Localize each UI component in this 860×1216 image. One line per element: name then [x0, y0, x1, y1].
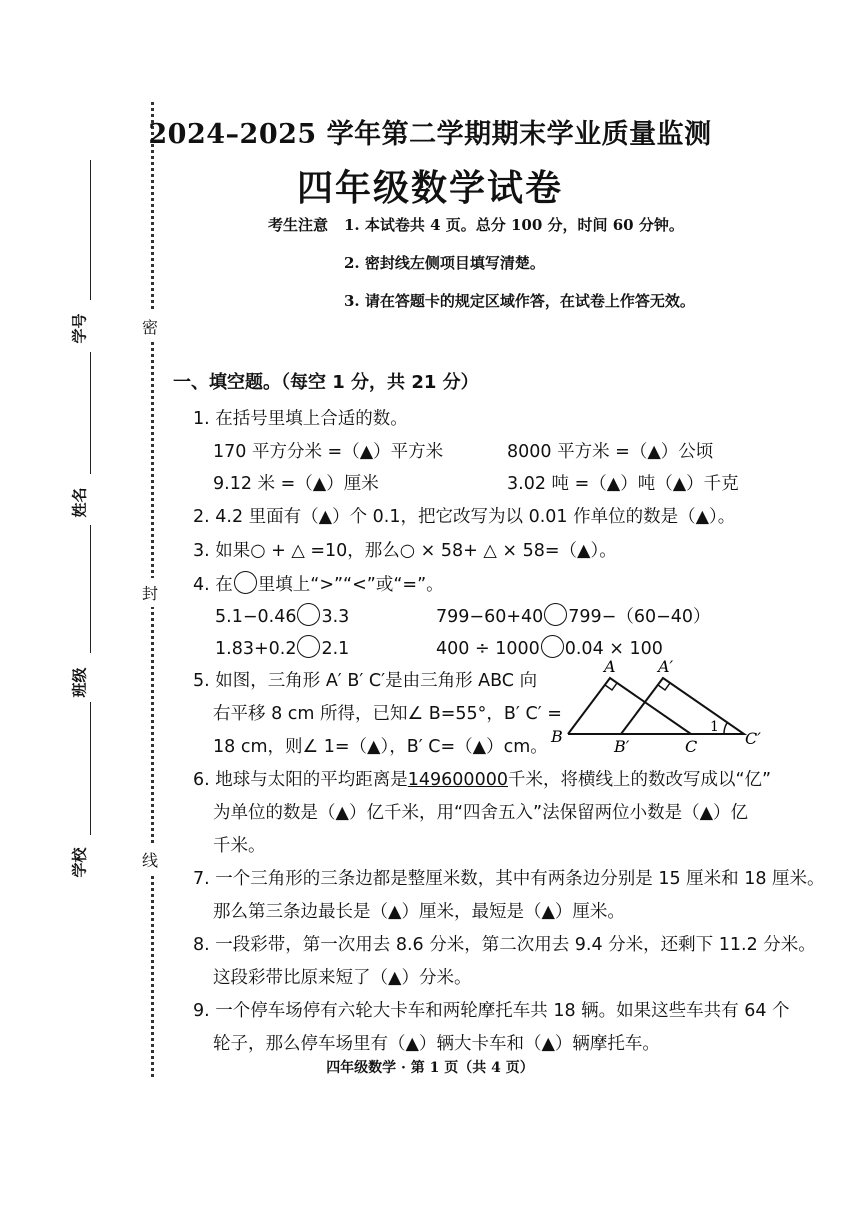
label-c2: C′ — [745, 729, 761, 748]
q6-pre: 6. 地球与太阳的平均距离是 — [193, 770, 408, 790]
q4-a-right: 3.3 — [321, 607, 350, 627]
name-label: 姓名 — [70, 487, 89, 518]
q5-line3: 18 cm，则∠ 1=（▲），B′ C=（▲）cm。 — [213, 737, 548, 757]
angle-1-arc — [724, 723, 727, 734]
note-3: 3. 请在答题卡的规定区域作答，在试卷上作答无效。 — [344, 292, 695, 310]
q4-b — [436, 603, 711, 628]
q4-stem — [193, 571, 444, 596]
exam-title: 2024–2025 学年第二学期期末学业质量监测 — [148, 119, 712, 150]
page-footer: 四年级数学 · 第 1 页（共 4 页） — [326, 1060, 534, 1076]
q4-b-left: 799−60+40 — [436, 607, 544, 627]
q4-a-left: 5.1−0.46 — [215, 607, 297, 627]
q4-a-circle[interactable] — [297, 603, 320, 626]
label-angle-1: 1 — [710, 719, 719, 735]
q4-c — [215, 635, 349, 659]
q6-line1 — [193, 766, 771, 791]
label-b2: B′ — [614, 737, 630, 754]
q4-b-right: 799−（60−40） — [568, 607, 711, 627]
q4-b-circle[interactable] — [544, 603, 567, 626]
q4-c-left: 1.83+0.2 — [215, 639, 297, 659]
label-c: C — [685, 737, 698, 754]
note-2: 2. 密封线左侧项目填写清楚。 — [344, 254, 545, 272]
class-label: 班级 — [70, 667, 89, 698]
q7-line1: 7. 一个三角形的三条边都是整厘米数，其中有两条边分别是 15 厘米和 18 厘米。 — [193, 869, 825, 889]
q5-line2: 右平移 8 cm 所得，已知∠ B=55°，B′ C′ = — [213, 704, 562, 724]
q6-number: 149600000 — [407, 770, 508, 790]
q1-c: 9.12 米 =（▲）厘米 — [213, 474, 379, 494]
q4-c-right: 2.1 — [321, 639, 350, 659]
q2: 2. 4.2 里面有（▲）个 0.1，把它改写为以 0.01 作单位的数是（▲）。 — [193, 507, 736, 527]
q4-d-right: 0.04 × 100 — [564, 639, 663, 659]
right-angle-a2 — [658, 683, 670, 690]
triangle-abc — [568, 678, 691, 734]
seal-char-mi: 密 — [142, 312, 158, 341]
q4-d-left: 400 ÷ 1000 — [436, 639, 540, 659]
q3: 3. 如果○ + △ =10，那么○ × 58+ △ × 58=（▲）。 — [193, 541, 617, 561]
seal-char-xian: 线 — [142, 845, 158, 874]
q6-post: 千米，将横线上的数改写成以“亿” — [507, 770, 772, 790]
seal-char-feng: 封 — [142, 578, 158, 607]
q8-line1: 8. 一段彩带，第一次用去 8.6 分米，第二次用去 9.4 分米，还剩下 11.2 分米。 — [193, 935, 816, 955]
q4-a — [215, 603, 349, 627]
q4-stem-pre: 4. 在 — [193, 575, 233, 595]
school-line[interactable] — [90, 702, 91, 835]
school-label: 学校 — [70, 847, 89, 878]
q5-line1: 5. 如图，三角形 A′ B′ C′是由三角形 ABC 向 — [193, 671, 538, 691]
label-a2: A′ — [658, 657, 674, 676]
notes-label: 考生注意 — [268, 216, 329, 234]
note-1: 1. 本试卷共 4 页。总分 100 分，时间 60 分钟。 — [344, 216, 684, 234]
label-b: B — [551, 727, 563, 746]
q9-line2: 轮子，那么停车场里有（▲）辆大卡车和（▲）辆摩托车。 — [213, 1034, 660, 1054]
q8-line2: 这段彩带比原来短了（▲）分米。 — [213, 968, 472, 988]
q1-d: 3.02 吨 =（▲）吨（▲）千克 — [507, 474, 739, 494]
exam-subtitle: 四年级数学试卷 — [296, 167, 563, 209]
student-id-label: 学号 — [70, 313, 89, 344]
q6-line3: 千米。 — [213, 836, 266, 856]
q4-c-circle[interactable] — [297, 635, 320, 658]
right-angle-a — [605, 683, 617, 690]
section-1-title: 一、填空题。（每空 1 分，共 21 分） — [173, 372, 479, 393]
class-line[interactable] — [90, 525, 91, 653]
q7-line2: 那么第三条边最长是（▲）厘米，最短是（▲）厘米。 — [213, 902, 625, 922]
name-line[interactable] — [90, 352, 91, 474]
q4-stem-post: 里填上“>”“<”或“=”。 — [257, 575, 444, 595]
label-a: A — [604, 657, 616, 676]
q6-line2: 为单位的数是（▲）亿千米，用“四舍五入”法保留两位小数是（▲）亿 — [213, 803, 749, 823]
q1-a: 170 平方分米 =（▲）平方米 — [213, 442, 444, 462]
q1-stem: 1. 在括号里填上合适的数。 — [193, 409, 408, 429]
q1-b: 8000 平方米 =（▲）公顷 — [507, 442, 714, 462]
translation-triangle-figure — [548, 656, 768, 754]
compare-circle — [234, 571, 257, 594]
q4-d-circle[interactable] — [541, 635, 564, 658]
q9-line1: 9. 一个停车场停有六轮大卡车和两轮摩托车共 18 辆。如果这些车共有 64 个 — [193, 1001, 790, 1021]
